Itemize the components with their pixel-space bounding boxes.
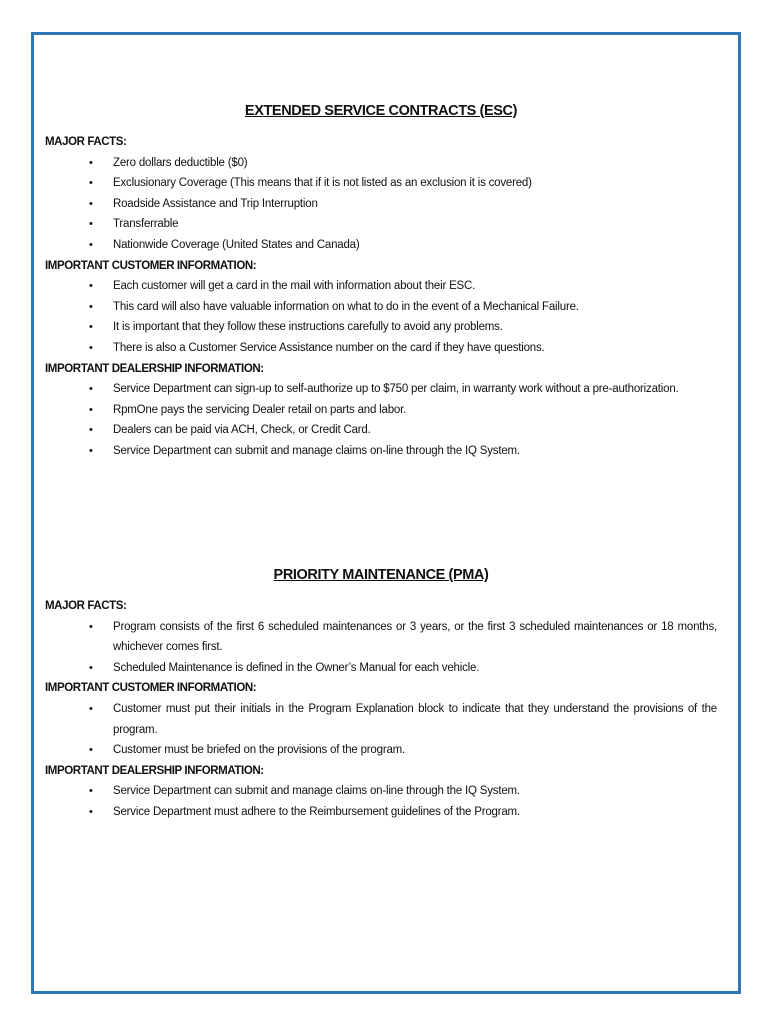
pma-dealership-info-heading: IMPORTANT DEALERSHIP INFORMATION: [45, 764, 264, 777]
list-item: • Each customer will get a card in the mail with information about their ESC. [45, 276, 717, 297]
list-item: • Zero dollars deductible ($0) [45, 153, 717, 174]
list-item: • Customer must put their initials in the Program Explanation block to indicate that they understand the provisions of the program. [45, 699, 717, 740]
list-item: • Scheduled Maintenance is defined in the Owner’s Manual for each vehicle. [45, 658, 717, 679]
bullet-icon: • [89, 805, 93, 818]
bullet-icon: • [89, 197, 93, 210]
list-item: • Dealers can be paid via ACH, Check, or Credit Card. [45, 420, 717, 441]
list-item: • Nationwide Coverage (United States and Canada) [45, 235, 717, 256]
list-item: • It is important that they follow these instructions carefully to avoid any problems. [45, 317, 717, 338]
list-item: • Service Department must adhere to the Reimbursement guidelines of the Program. [45, 802, 717, 823]
pma-major-facts-heading: MAJOR FACTS: [45, 600, 127, 612]
bullet-icon: • [89, 177, 93, 190]
bullet-icon: • [89, 424, 93, 437]
pma-title: PRIORITY MAINTENANCE (PMA) [273, 567, 489, 583]
bullet-icon: • [89, 383, 93, 396]
pma-dealership-info-list [45, 781, 717, 822]
bullet-icon: • [89, 156, 93, 169]
bullet-icon: • [89, 238, 93, 251]
list-item: • Service Department can submit and manage claims on-line through the IQ System. [45, 781, 717, 802]
list-item: • Service Department can submit and manage claims on-line through the IQ System. [45, 441, 717, 462]
list-item: • There is also a Customer Service Assistance number on the card if they have questions. [45, 338, 717, 359]
bullet-icon: • [89, 280, 93, 293]
bullet-icon: • [89, 300, 93, 313]
bullet-icon: • [89, 702, 93, 715]
list-item: • Customer must be briefed on the provisions of the program. [45, 740, 717, 761]
pma-customer-info-list [45, 699, 717, 761]
esc-title: EXTENDED SERVICE CONTRACTS (ESC) [244, 103, 518, 119]
bullet-icon: • [89, 620, 93, 633]
list-item: • This card will also have valuable information on what to do in the event of a Mechanical Failure. [45, 297, 717, 318]
list-item: • Service Department can sign-up to self-authorize up to $750 per claim, in warranty work without a pre-authorization. [45, 379, 717, 400]
bullet-icon: • [89, 341, 93, 354]
bullet-icon: • [89, 744, 93, 757]
pma-customer-info-heading: IMPORTANT CUSTOMER INFORMATION: [45, 682, 257, 695]
esc-customer-info-list [45, 276, 717, 358]
pma-major-facts-list [45, 617, 717, 679]
esc-section [45, 103, 717, 462]
bullet-icon: • [89, 218, 93, 231]
esc-dealership-info-heading: IMPORTANT DEALERSHIP INFORMATION: [45, 362, 264, 375]
esc-customer-info-heading: IMPORTANT CUSTOMER INFORMATION: [45, 259, 257, 272]
list-item: • Exclusionary Coverage (This means that if it is not listed as an exclusion it is covered) [45, 173, 717, 194]
list-item: • Program consists of the first 6 scheduled maintenances or 3 years, or the first 3 scheduled maintenances or 18 months, whichever comes first. [45, 617, 717, 658]
esc-major-facts-list [45, 153, 717, 256]
esc-major-facts-heading: MAJOR FACTS: [45, 136, 127, 148]
esc-dealership-info-list [45, 379, 717, 461]
list-item: • Roadside Assistance and Trip Interruption [45, 194, 717, 215]
bullet-icon: • [89, 321, 93, 334]
bullet-icon: • [89, 785, 93, 798]
bullet-icon: • [89, 444, 93, 457]
bullet-icon: • [89, 661, 93, 674]
list-item: • RpmOne pays the servicing Dealer retail on parts and labor. [45, 400, 717, 421]
list-item: • Transferrable [45, 214, 717, 235]
pma-section [45, 567, 717, 823]
bullet-icon: • [89, 403, 93, 416]
